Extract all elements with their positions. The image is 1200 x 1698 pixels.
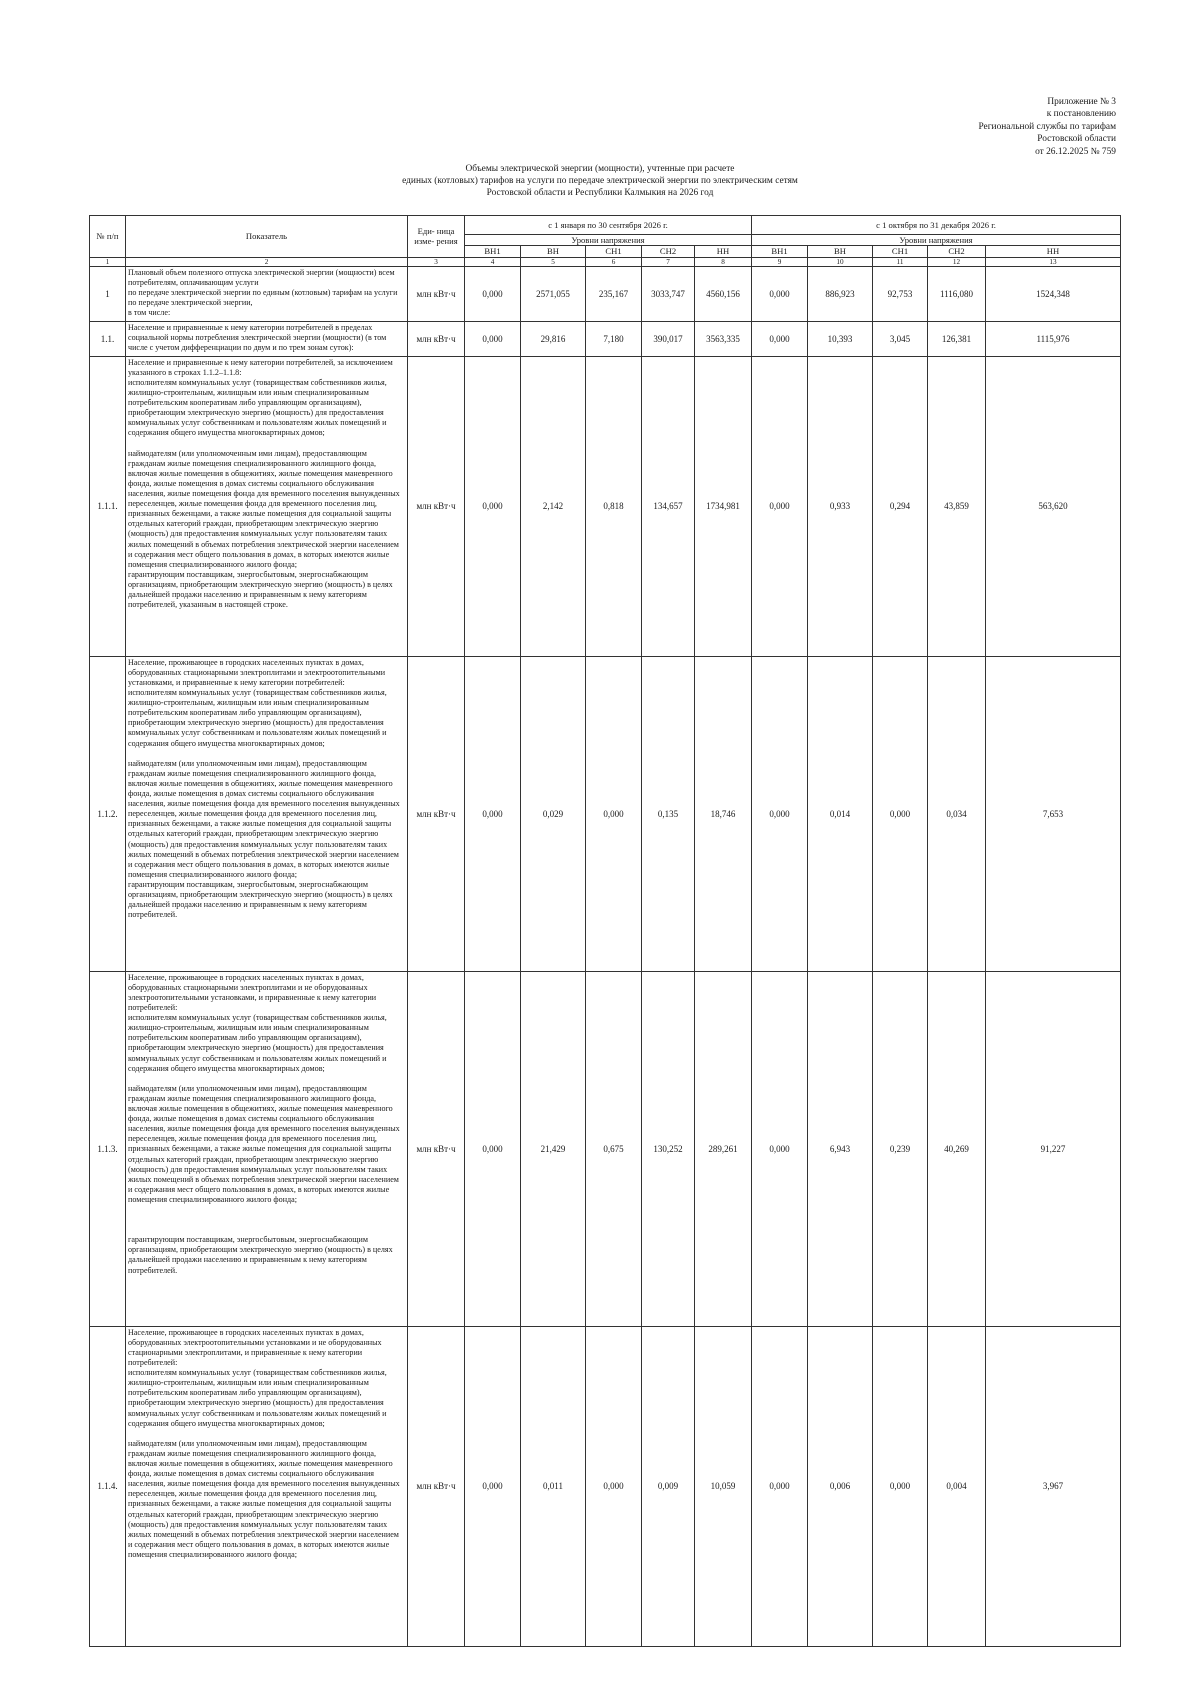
row-value: 91,227 [986, 971, 1121, 1326]
row-number: 1 [90, 266, 126, 321]
row-value: 3,045 [873, 321, 928, 356]
table-row [90, 1326, 1121, 1646]
row-indicator [126, 356, 408, 656]
appendix-line: от 26.12.2025 № 759 [1035, 146, 1116, 157]
title-line: единых (котловых) тарифов на услуги по передаче электрической энергии по электрическим сетям [402, 176, 798, 186]
row-value: 0,818 [586, 356, 642, 656]
row-indicator-text: Население, проживающее в городских населенных пунктах в домах, оборудованных электроотопительными установками и не оборудованных стационарными электроплитами, и приравненные к нему категории потребителей: исполнителям коммунальных услуг (товариществам собственников жилья, жилищно-строительным, жилищным или иным специализированным потребительским кооперативам либо управляющим организациям), приобретающим электрическую энергию (мощность) для предоставления коммунальных услуг собственникам и пользователям жилых помещений и содержания общего имущества многоквартирных домов; наймодателям (или уполномоченным ими лицам), предоставляющим гражданам жилые помещения специализированного жилищного фонда, включая жилые помещения в общежитиях, жилые помещения маневренного фонда, жилые помещения в домах системы социального обслуживания населения, жилые помещения фонда для временного поселения вынужденных переселенцев, жилые помещения фонда для временного поселения лиц, признанных беженцами, а также жилые помещения для социальной защиты отдельных категорий граждан, приобретающим электрическую энергию (мощность) для предоставления коммунальных услуг пользователям таких жилых помещений в объемах потребления электрической энергии населением и содержания мест общего пользования в домах, в которых имеются жилые помещения специализированного жилого фонда; [128, 1327, 400, 1559]
column-number: 10 [808, 257, 873, 266]
column-number: 4 [465, 257, 521, 266]
row-value: 0,933 [808, 356, 873, 656]
row-value: 0,000 [465, 266, 521, 321]
row-indicator [126, 656, 408, 971]
row-indicator [126, 266, 408, 321]
row-value: 0,135 [642, 656, 695, 971]
row-value: 0,029 [521, 656, 586, 971]
row-value: 563,620 [986, 356, 1121, 656]
row-number: 1.1.2. [90, 656, 126, 971]
header-period-1: с 1 января по 30 сентября 2026 г. [465, 216, 752, 235]
appendix-line: Региональной службы по тарифам [978, 121, 1116, 132]
row-value: 0,000 [752, 1326, 808, 1646]
volumes-table [89, 215, 1121, 1647]
row-value: 0,014 [808, 656, 873, 971]
table-row [90, 656, 1121, 971]
header-level: НН [695, 246, 752, 257]
header-level: СН1 [873, 246, 928, 257]
row-value: 3,967 [986, 1326, 1121, 1646]
row-unit: млн кВт·ч [408, 971, 465, 1326]
table-row [90, 971, 1121, 1326]
row-value: 289,261 [695, 971, 752, 1326]
row-number: 1.1.3. [90, 971, 126, 1326]
table-row [90, 321, 1121, 356]
row-value: 0,004 [928, 1326, 986, 1646]
column-number: 13 [986, 257, 1121, 266]
row-value: 0,000 [873, 1326, 928, 1646]
row-indicator-text: Население, проживающее в городских населенных пунктах в домах, оборудованных стационарными электроплитами и не оборудованных электроотопительными установками, и приравненные к нему категории потребителей: исполнителям коммунальных услуг (товариществам собственников жилья, жилищно-строительным, жилищным или иным специализированным потребительским кооперативам либо управляющим организациям), приобретающим электрическую энергию (мощность) для предоставления коммунальных услуг собственникам и пользователям жилых помещений и содержания общего имущества многоквартирных домов; наймодателям (или уполномоченным ими лицам), предоставляющим гражданам жилые помещения специализированного жилищного фонда, включая жилые помещения в общежитиях, жилые помещения маневренного фонда, жилые помещения в домах системы социального обслуживания населения, жилые помещения фонда для временного поселения вынужденных переселенцев, жилые помещения фонда для временного поселения лиц, признанных беженцами, а также жилые помещения для социальной защиты отдельных категорий граждан, приобретающим электрическую энергию (мощность) для предоставления коммунальных услуг пользователям таких жилых помещений в объемах потребления электрической энергии населением и содержания мест общего пользования в домах, в которых имеются жилые помещения специализированного жилого фонда; гарантирующим поставщикам, энергосбытовым, энергоснабжающим организациям, приобретающим электрическую энергию (мощность) в целях дальнейшей продажи населению и приравненным к нему категориям потребителей. [128, 972, 400, 1275]
row-unit: млн кВт·ч [408, 266, 465, 321]
row-unit: млн кВт·ч [408, 1326, 465, 1646]
row-value: 0,000 [465, 971, 521, 1326]
header-level: СН2 [928, 246, 986, 257]
appendix-block [978, 96, 1116, 158]
row-value: 0,000 [752, 971, 808, 1326]
row-value: 0,000 [586, 1326, 642, 1646]
column-number: 1 [90, 257, 126, 266]
column-number: 7 [642, 257, 695, 266]
row-value: 0,006 [808, 1326, 873, 1646]
row-unit: млн кВт·ч [408, 321, 465, 356]
row-value: 0,000 [752, 321, 808, 356]
row-value: 10,393 [808, 321, 873, 356]
appendix-line: Приложение № 3 [1047, 97, 1116, 107]
row-value: 0,000 [465, 356, 521, 656]
header-level: СН1 [586, 246, 642, 257]
row-value: 40,269 [928, 971, 986, 1326]
row-value: 1116,080 [928, 266, 986, 321]
row-number: 1.1.1. [90, 356, 126, 656]
row-unit: млн кВт·ч [408, 656, 465, 971]
column-number: 9 [752, 257, 808, 266]
row-value: 0,000 [752, 656, 808, 971]
row-value: 0,000 [465, 1326, 521, 1646]
row-value: 0,675 [586, 971, 642, 1326]
column-number: 8 [695, 257, 752, 266]
row-value: 7,180 [586, 321, 642, 356]
row-unit: млн кВт·ч [408, 356, 465, 656]
row-value: 0,000 [752, 356, 808, 656]
header-period-2: с 1 октября по 31 декабря 2026 г. [752, 216, 1121, 235]
row-value: 29,816 [521, 321, 586, 356]
row-indicator [126, 321, 408, 356]
row-value: 0,011 [521, 1326, 586, 1646]
row-value: 92,753 [873, 266, 928, 321]
appendix-line: Ростовской области [1037, 134, 1116, 145]
row-number: 1.1. [90, 321, 126, 356]
row-value: 126,381 [928, 321, 986, 356]
row-value: 43,859 [928, 356, 986, 656]
row-value: 2571,055 [521, 266, 586, 321]
row-value: 130,252 [642, 971, 695, 1326]
row-value: 10,059 [695, 1326, 752, 1646]
row-indicator-text: Плановый объем полезного отпуска электрической энергии (мощности) всем потребителям, оплачивающим услуги по передаче электрической энергии по единым (котловым) тарифам на услуги по передаче электрической энергии, в том числе: [128, 267, 398, 318]
table-row [90, 266, 1121, 321]
header-voltage-levels: Уровни напряжения [752, 235, 1121, 246]
header-no: № п/п [90, 216, 126, 258]
row-value: 1734,981 [695, 356, 752, 656]
row-value: 6,943 [808, 971, 873, 1326]
column-number: 2 [126, 257, 408, 266]
row-value: 0,000 [752, 266, 808, 321]
row-value: 0,000 [873, 656, 928, 971]
row-indicator-text: Население и приравненные к нему категории потребителей, за исключением указанного в строках 1.1.2–1.1.8: исполнителям коммунальных услуг (товариществам собственников жилья, жилищно-строительным, жилищным или иным специализированным потребительским кооперативам либо управляющим организациям), приобретающим электрическую энергию (мощность) для предоставления коммунальных услуг собственникам и пользователям жилых помещений и содержания общего имущества многоквартирных домов; наймодателям (или уполномоченным ими лицам), предоставляющим гражданам жилые помещения специализированного жилищного фонда, включая жилые помещения в общежитиях, жилые помещения маневренного фонда, жилые помещения в домах системы социального обслуживания населения, жилые помещения фонда для временного поселения вынужденных переселенцев, жилые помещения фонда для временного поселения лиц, признанных беженцами, а также жилые помещения для социальной защиты отдельных категорий граждан, приобретающим электрическую энергию (мощность) для предоставления коммунальных услуг пользователям таких жилых помещений в объемах потребления электрической энергии населением и содержания мест общего пользования в домах, в которых имеются жилые помещения специализированного жилого фонда; гарантирующим поставщикам, энергосбытовым, энергоснабжающим организациям, приобретающим электрическую энергию (мощность) в целях дальнейшей продажи населению и приравненным к нему категориям потребителей, указанным в настоящей строке. [128, 357, 400, 610]
column-number: 12 [928, 257, 986, 266]
header-level: СН2 [642, 246, 695, 257]
title-line: Ростовской области и Республики Калмыкия на 2026 год [486, 188, 714, 198]
appendix-line: к постановлению [1046, 109, 1116, 120]
row-value: 0,000 [465, 321, 521, 356]
row-value: 0,034 [928, 656, 986, 971]
row-value: 21,429 [521, 971, 586, 1326]
row-value: 1524,348 [986, 266, 1121, 321]
row-value: 2,142 [521, 356, 586, 656]
row-value: 0,294 [873, 356, 928, 656]
row-value: 886,923 [808, 266, 873, 321]
row-value: 18,746 [695, 656, 752, 971]
title-line: Объемы электрической энергии (мощности), учтенные при расчете [465, 164, 735, 174]
header-level: ВН1 [752, 246, 808, 257]
row-value: 1115,976 [986, 321, 1121, 356]
row-value: 134,657 [642, 356, 695, 656]
row-value: 4560,156 [695, 266, 752, 321]
row-indicator-text: Население и приравненные к нему категории потребителей в пределах социальной нормы потребления электрической энергии (мощности) (в том числе с учетом дифференциации по двум и по трем зонам суток): [128, 322, 387, 352]
row-value: 0,239 [873, 971, 928, 1326]
header-level: НН [986, 246, 1121, 257]
row-value: 3033,747 [642, 266, 695, 321]
header-voltage-levels: Уровни напряжения [465, 235, 752, 246]
header-indicator: Показатель [126, 216, 408, 258]
row-value: 3563,335 [695, 321, 752, 356]
column-number: 6 [586, 257, 642, 266]
row-indicator-text: Население, проживающее в городских населенных пунктах в домах, оборудованных стационарными электроплитами и электроотопительными установками, и приравненные к нему категории потребителей: исполнителям коммунальных услуг (товариществам собственников жилья, жилищно-строительным, жилищным или иным специализированным потребительским кооперативам либо управляющим организациям), приобретающим электрическую энергию (мощность) для предоставления коммунальных услуг собственникам и пользователям жилых помещений и содержания общего имущества многоквартирных домов; наймодателям (или уполномоченным ими лицам), предоставляющим гражданам жилые помещения специализированного жилищного фонда, включая жилые помещения в общежитиях, жилые помещения маневренного фонда, жилые помещения в домах системы социального обслуживания населения, жилые помещения фонда для временного поселения вынужденных переселенцев, жилые помещения фонда для временного поселения лиц, признанных беженцами, а также жилые помещения для социальной защиты отдельных категорий граждан, приобретающим электрическую энергию (мощность) для предоставления коммунальных услуг пользователям таких жилых помещений в объемах потребления электрической энергии населением и содержания мест общего пользования в домах, в которых имеются жилые помещения специализированного жилого фонда; гарантирующим поставщикам, энергосбытовым, энергоснабжающим организациям, приобретающим электрическую энергию (мощность) в целях дальнейшей продажи населению и приравненным к нему категориям потребителей. [128, 657, 400, 920]
row-number: 1.1.4. [90, 1326, 126, 1646]
row-value: 390,017 [642, 321, 695, 356]
column-number: 5 [521, 257, 586, 266]
row-value: 0,000 [586, 656, 642, 971]
row-indicator [126, 971, 408, 1326]
row-value: 235,167 [586, 266, 642, 321]
row-indicator [126, 1326, 408, 1646]
header-level: ВН1 [465, 246, 521, 257]
header-unit: Еди- ница изме- рения [408, 216, 465, 258]
row-value: 7,653 [986, 656, 1121, 971]
column-number: 3 [408, 257, 465, 266]
header-level: ВН [808, 246, 873, 257]
column-number: 11 [873, 257, 928, 266]
table-row [90, 356, 1121, 656]
document-title [0, 163, 1200, 199]
row-value: 0,009 [642, 1326, 695, 1646]
row-value: 0,000 [465, 656, 521, 971]
header-level: ВН [521, 246, 586, 257]
